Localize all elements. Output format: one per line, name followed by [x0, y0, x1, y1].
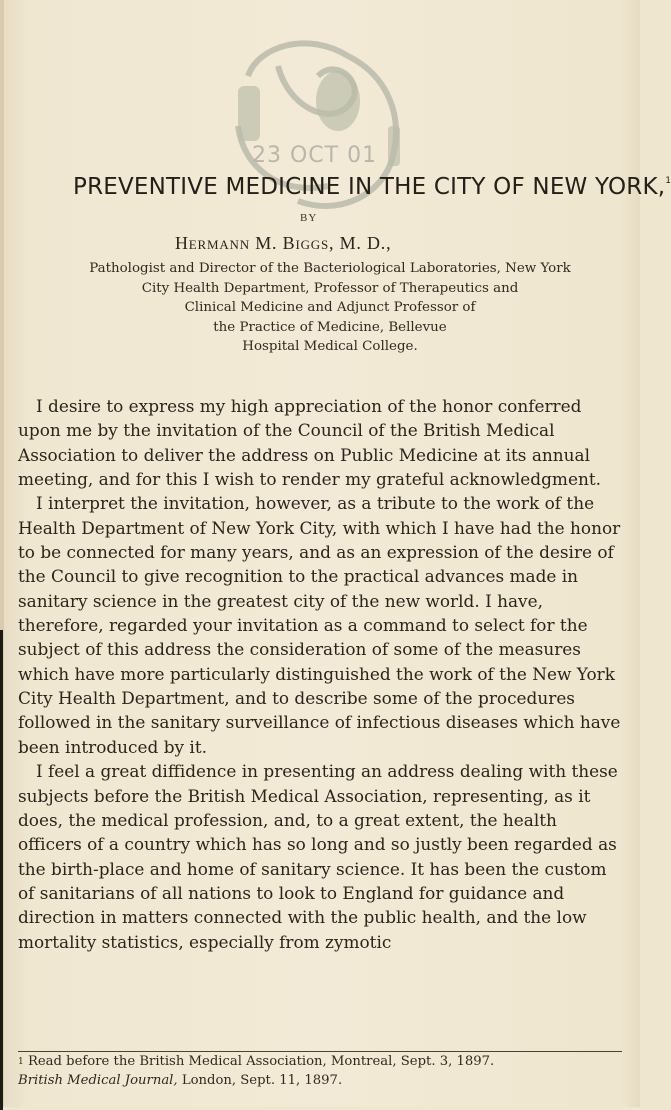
body-paragraph: I interpret the invitation, however, as a tribute to the work of the Health Department of New York City, with which I have had the honor to be connected for many years, and as an expression of the desire of the Council to give recognition to the practical advances made in sanitary science in the greatest city of the new world. I have, therefore, regarded your invitation as a command to select for the subject of this address the consideration of some of the measures which have more particularly distinguished the work of the New York City Health Department, and to describe some of the procedures followed in the sanitary surveillance of infectious diseases which have been introduced by it.: [18, 493, 621, 757]
author-credentials: [40, 259, 620, 357]
footnote-line-1: [18, 1052, 624, 1071]
title-footnote-mark: 1: [665, 176, 671, 186]
footnote: [18, 1052, 624, 1090]
footnote-line-2: [18, 1071, 624, 1090]
article-title-text: PREVENTIVE MEDICINE IN THE CITY OF NEW YORK,: [73, 174, 666, 200]
credentials-line: Hospital Medical College.: [242, 339, 418, 355]
credentials-line: City Health Department, Professor of Therapeutics and: [141, 280, 519, 296]
footnote-journal-details: London, Sept. 11, 1897.: [181, 1073, 343, 1088]
credentials-line: Clinical Medicine and Adjunct Professor of: [184, 300, 476, 316]
article-body: [18, 394, 622, 954]
author-name: Hermann M. Biggs, M. D.,: [175, 233, 392, 253]
received-date-stamp: 23 OCT 01: [252, 143, 378, 168]
credentials-line: the Practice of Medicine, Bellevue: [213, 319, 447, 335]
byline: BY: [300, 212, 318, 224]
credentials-line: Pathologist and Director of the Bacteriological Laboratories, New York: [89, 261, 571, 276]
footnote-number: 1: [18, 1057, 24, 1067]
library-stamp-icon: [218, 36, 438, 236]
article-title: [73, 174, 671, 200]
body-paragraph: I desire to express my high appreciation of the honor conferred upon me by the invitation of the Council of the British Medical Association to deliver the address on Public Medicine at its annual meeting, and for this I wish to render my grateful acknowledgment.: [18, 396, 601, 490]
footnote-journal: British Medical Journal,: [18, 1073, 178, 1088]
footnote-text: Read before the British Medical Association, Montreal, Sept. 3, 1897.: [27, 1054, 495, 1069]
body-paragraph: I feel a great diffidence in presenting an address dealing with these subjects before the British Medical Association, representing, as it does, the medical profession, and, to a great extent, the health officers of a country which has so long and so justly been regarded as the birth-place and home of sanitary science. It has been the custom of sanitarians of all nations to look to England for guidance and direction in matters connected with the public health, and the low mortality statistics, especially from zymotic: [18, 761, 618, 952]
binding-shadow: [0, 630, 3, 1110]
